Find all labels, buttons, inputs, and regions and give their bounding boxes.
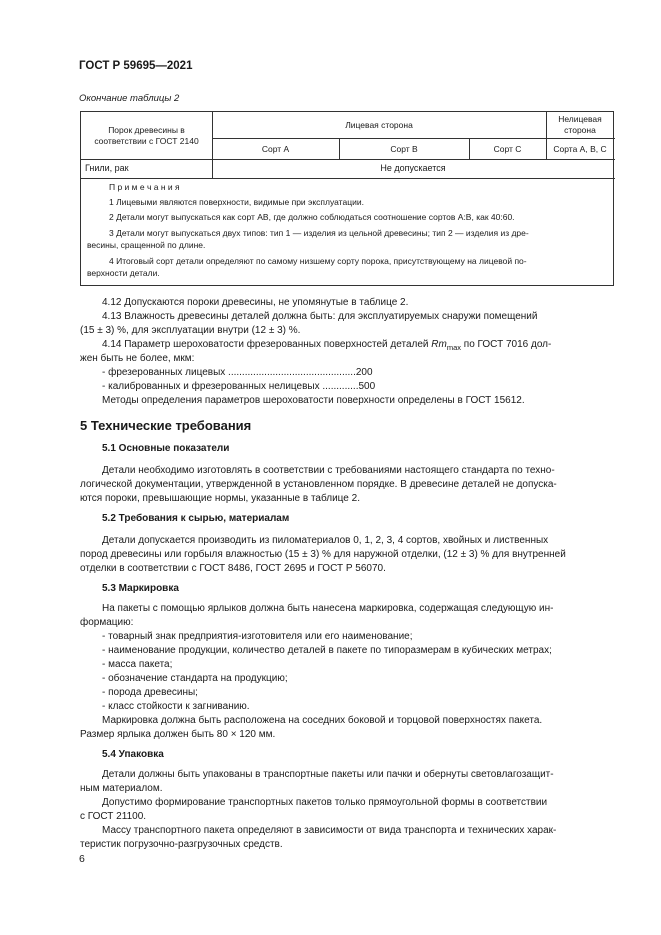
column-header-sort-abc: Сорта А, В, С — [553, 143, 607, 154]
section-5-3-heading: 5.3 Маркировка — [102, 583, 179, 594]
clause-5-4-line-5: Массу транспортного пакета определяют в зависимости от вида транспорта и технических харак- — [102, 825, 557, 836]
section-5-4-heading: 5.4 Упаковка — [102, 749, 164, 760]
clause-5-3-marking-line-1: Маркировка должна быть расположена на соседних боковой и торцовой поверхностях пакета. — [102, 715, 543, 726]
clause-5-4-line-3: Допустимо формирование транспортных пакетов только прямоугольной формы в соответствии — [102, 797, 548, 808]
note-4-line-1: 4 Итоговый сорт детали определяют по самому низшему сорту порока, присутствующему на лицевой по- — [109, 256, 527, 266]
list-item: - масса пакета; — [102, 659, 173, 670]
column-header-sort-c: Сорт С — [493, 143, 522, 154]
clause-4-12: 4.12 Допускаются пороки древесины, не упомянутые в таблице 2. — [102, 297, 409, 308]
clause-5-4-line-6: теристик погрузочно-разгрузочных средств. — [80, 839, 283, 850]
clause-5-4-line-2: ным материалом. — [80, 783, 163, 794]
column-header-sort-a: Сорт А — [261, 143, 290, 154]
list-item: - товарный знак предприятия-изготовителя или его наименование; — [102, 631, 413, 642]
list-item: - обозначение стандарта на продукцию; — [102, 673, 288, 684]
table-2 — [80, 111, 614, 286]
note-3-line-1: 3 Детали могут выпускаться двух типов: тип 1 — изделия из цельной древесины; тип 2 — изделия из дре- — [109, 228, 529, 238]
list-item: - калиброванных и фрезерованных нелицевых .............500 — [102, 381, 376, 392]
column-header-pore: Порок древесины в соответствии с ГОСТ 2140 — [94, 124, 199, 146]
clause-5-1-line-2: логической документации, утвержденной в установленном порядке. В древесине деталей не допуска- — [80, 479, 557, 490]
table-row-label: Гнили, рак — [85, 163, 129, 174]
column-header-front: Лицевая сторона — [345, 119, 413, 130]
table-caption: Окончание таблицы 2 — [79, 93, 180, 104]
document-header: ГОСТ Р 59695—2021 — [79, 60, 193, 72]
clause-5-3-marking-line-2: Размер ярлыка должен быть 80 × 120 мм. — [80, 729, 276, 740]
note-2: 2 Детали могут выпускаться как сорт АВ, где должно соблюдаться соотношение сортов А:В, как 40:60. — [109, 212, 515, 222]
clause-4-14-line-1: 4.14 Параметр шероховатости фрезерованных поверхностей деталей $Rm_{max}$ по ГОСТ 7016 дол- — [102, 339, 552, 352]
clause-4-13-line-1: 4.13 Влажность древесины деталей должна быть: для эксплуатируемых снаружи помещений — [102, 311, 538, 322]
clause-5-1-line-1: Детали необходимо изготовлять в соответствии с требованиями настоящего стандарта по техно- — [102, 465, 555, 476]
note-4-line-2: верхности детали. — [87, 268, 160, 278]
column-header-back: Нелицевая сторона — [558, 114, 602, 135]
clause-5-3-line-1: На пакеты с помощью ярлыков должна быть нанесена маркировка, содержащая следующую ин- — [102, 603, 554, 614]
column-header-sort-b: Сорт В — [390, 143, 418, 154]
clause-4-14-methods: Методы определения параметров шероховатости поверхности определены в ГОСТ 15612. — [102, 395, 525, 406]
section-5-heading: 5 Технические требования — [80, 418, 252, 433]
clause-5-3-line-2: формацию: — [80, 617, 134, 628]
list-item: - класс стойкости к загниванию. — [102, 701, 250, 712]
clause-5-4-line-1: Детали должны быть упакованы в транспортные пакеты или пачки и обернуты световлагозащит- — [102, 769, 554, 780]
clause-5-2-line-2: пород древесины или горбыля влажностью (15 ± 3) % для наружной отделки, (12 ± 3) % для внутренней — [80, 549, 566, 560]
clause-5-4-line-4: с ГОСТ 21100. — [80, 811, 147, 822]
clause-5-2-line-1: Детали допускается производить из пиломатериалов 0, 1, 2, 3, 4 сортов, хвойных и лиственных — [102, 535, 549, 546]
clause-4-13-line-2: (15 ± 3) %, для эксплуатации внутри (12 ± 3) %. — [80, 325, 301, 336]
clause-5-1-line-3: ются пороки, превышающие нормы, указанные в таблице 2. — [80, 493, 360, 504]
note-3-line-2: весины, сращенной по длине. — [87, 240, 206, 250]
clause-4-14-line-2: жен быть не более, мкм: — [80, 353, 195, 364]
list-item: - порода древесины; — [102, 687, 198, 698]
section-5-1-heading: 5.1 Основные показатели — [102, 443, 230, 454]
page-number: 6 — [79, 853, 85, 865]
clause-5-2-line-3: отделки в соответствии с ГОСТ 8486, ГОСТ 2695 и ГОСТ Р 56070. — [80, 563, 386, 574]
section-5-2-heading: 5.2 Требования к сырью, материалам — [102, 513, 290, 524]
table-row-value: Не допускается — [380, 163, 446, 174]
notes-title: П р и м е ч а н и я — [109, 182, 180, 192]
list-item: - фрезерованных лицевых ..............................................200 — [102, 367, 373, 378]
list-item: - наименование продукции, количество деталей в пакете по типоразмерам в кубических метрах; — [102, 645, 552, 656]
note-1: 1 Лицевыми являются поверхности, видимые при эксплуатации. — [109, 197, 364, 207]
